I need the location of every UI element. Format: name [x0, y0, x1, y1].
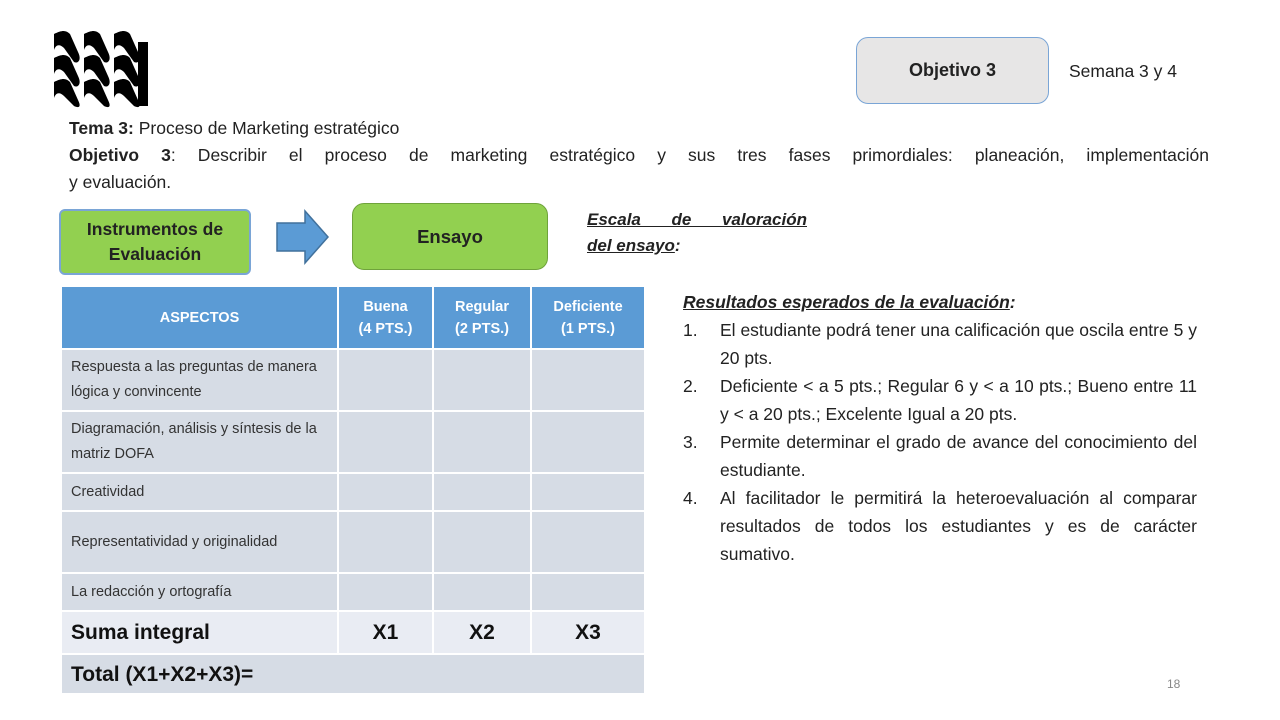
- header-deficiente-pts: (1 PTS.): [561, 320, 615, 337]
- escala-colon: :: [674, 236, 681, 255]
- header-buena: [338, 286, 433, 349]
- list-item: [683, 372, 1197, 428]
- score-cell: [531, 411, 645, 473]
- score-cell: [338, 473, 433, 511]
- aspect-cell: Representatividad y originalidad: [61, 511, 338, 573]
- escala-heading: [587, 207, 807, 259]
- right-arrow-icon: [275, 209, 330, 265]
- header-regular: [433, 286, 531, 349]
- objetivo-label: Objetivo 3: [69, 145, 171, 165]
- results-list: [683, 316, 1197, 568]
- header-deficiente: [531, 286, 645, 349]
- objetivo-text: : Describir el proceso de marketing estratégico y sus tres fases primordiales: planeación, implementación: [170, 145, 1209, 165]
- score-cell: [433, 349, 531, 411]
- escala-line-1: Escala de valoración: [587, 210, 807, 229]
- list-item-number: 3.: [683, 432, 698, 452]
- total-row: [61, 654, 645, 694]
- list-item-number: 4.: [683, 488, 698, 508]
- aspect-cell: Creatividad: [61, 473, 338, 511]
- aspect-cell: Respuesta a las preguntas de manera lógica y convincente: [61, 349, 338, 411]
- ensayo-box: Ensayo: [352, 203, 548, 270]
- score-cell: [338, 573, 433, 611]
- sum-x1: X1: [338, 611, 433, 654]
- semana-label: Semana 3 y 4: [1069, 61, 1177, 81]
- header-buena-label: Buena: [363, 298, 408, 315]
- header-deficiente-label: Deficiente: [553, 298, 623, 315]
- table-row: [61, 511, 645, 573]
- intro-text: [69, 115, 1209, 196]
- page-number: 18: [1167, 677, 1181, 691]
- objetivo-line: [69, 142, 1209, 169]
- header-buena-pts: (4 PTS.): [358, 320, 413, 337]
- header-aspectos: [61, 286, 338, 349]
- evaluation-table: [60, 285, 646, 695]
- escala-line-2: del ensayo: [587, 236, 675, 255]
- objetivo-badge: Objetivo 3: [856, 37, 1049, 104]
- table-row: [61, 573, 645, 611]
- score-cell: [338, 411, 433, 473]
- list-item: [683, 428, 1197, 484]
- tema-line: [69, 115, 1209, 142]
- university-logo-icon: [52, 28, 150, 108]
- results-heading-colon: :: [1009, 292, 1016, 312]
- score-cell: [433, 411, 531, 473]
- list-item-number: 2.: [683, 376, 698, 396]
- aspect-cell: Diagramación, análisis y síntesis de la matriz DOFA: [61, 411, 338, 473]
- table-row: [61, 473, 645, 511]
- header-regular-label: Regular: [455, 298, 509, 315]
- list-item: [683, 484, 1197, 568]
- tema-text: Proceso de Marketing estratégico: [133, 118, 400, 138]
- aspect-cell: La redacción y ortografía: [61, 573, 338, 611]
- results-heading-text: Resultados esperados de la evaluación: [683, 292, 1010, 312]
- score-cell: [531, 511, 645, 573]
- list-item-text: Permite determinar el grado de avance del conocimiento del estudiante.: [720, 432, 1197, 480]
- list-item-number: 1.: [683, 320, 698, 340]
- sum-x2: X2: [433, 611, 531, 654]
- sum-x3: X3: [531, 611, 645, 654]
- list-item-text: Deficiente < a 5 pts.; Regular 6 y < a 10 pts.; Bueno entre 11 y < a 20 pts.; Excelente Igual a 20 pts.: [720, 376, 1197, 424]
- list-item-text: Al facilitador le permitirá la heteroevaluación al comparar resultados de todos los estudiantes y es de carácter sumativo.: [720, 488, 1197, 564]
- results-heading: [683, 288, 1197, 316]
- list-item-text: El estudiante podrá tener una calificación que oscila entre 5 y 20 pts.: [720, 320, 1197, 368]
- score-cell: [531, 349, 645, 411]
- instrumentos-box: Instrumentos de Evaluación: [59, 209, 251, 275]
- score-cell: [338, 349, 433, 411]
- table-header-row: [61, 286, 645, 349]
- score-cell: [433, 473, 531, 511]
- score-cell: [531, 473, 645, 511]
- table-row: [61, 349, 645, 411]
- tema-label: Tema 3:: [69, 118, 134, 138]
- header-aspectos-label: ASPECTOS: [159, 309, 240, 326]
- score-cell: [338, 511, 433, 573]
- total-label: Total (X1+X2+X3)=: [61, 654, 645, 694]
- table-row: [61, 411, 645, 473]
- score-cell: [433, 573, 531, 611]
- header-regular-pts: (2 PTS.): [455, 320, 509, 337]
- list-item: [683, 316, 1197, 372]
- sum-label: Suma integral: [61, 611, 338, 654]
- sum-row: [61, 611, 645, 654]
- score-cell: [433, 511, 531, 573]
- objetivo-line-2: y evaluación.: [69, 172, 172, 192]
- score-cell: [531, 573, 645, 611]
- results-section: [683, 288, 1197, 568]
